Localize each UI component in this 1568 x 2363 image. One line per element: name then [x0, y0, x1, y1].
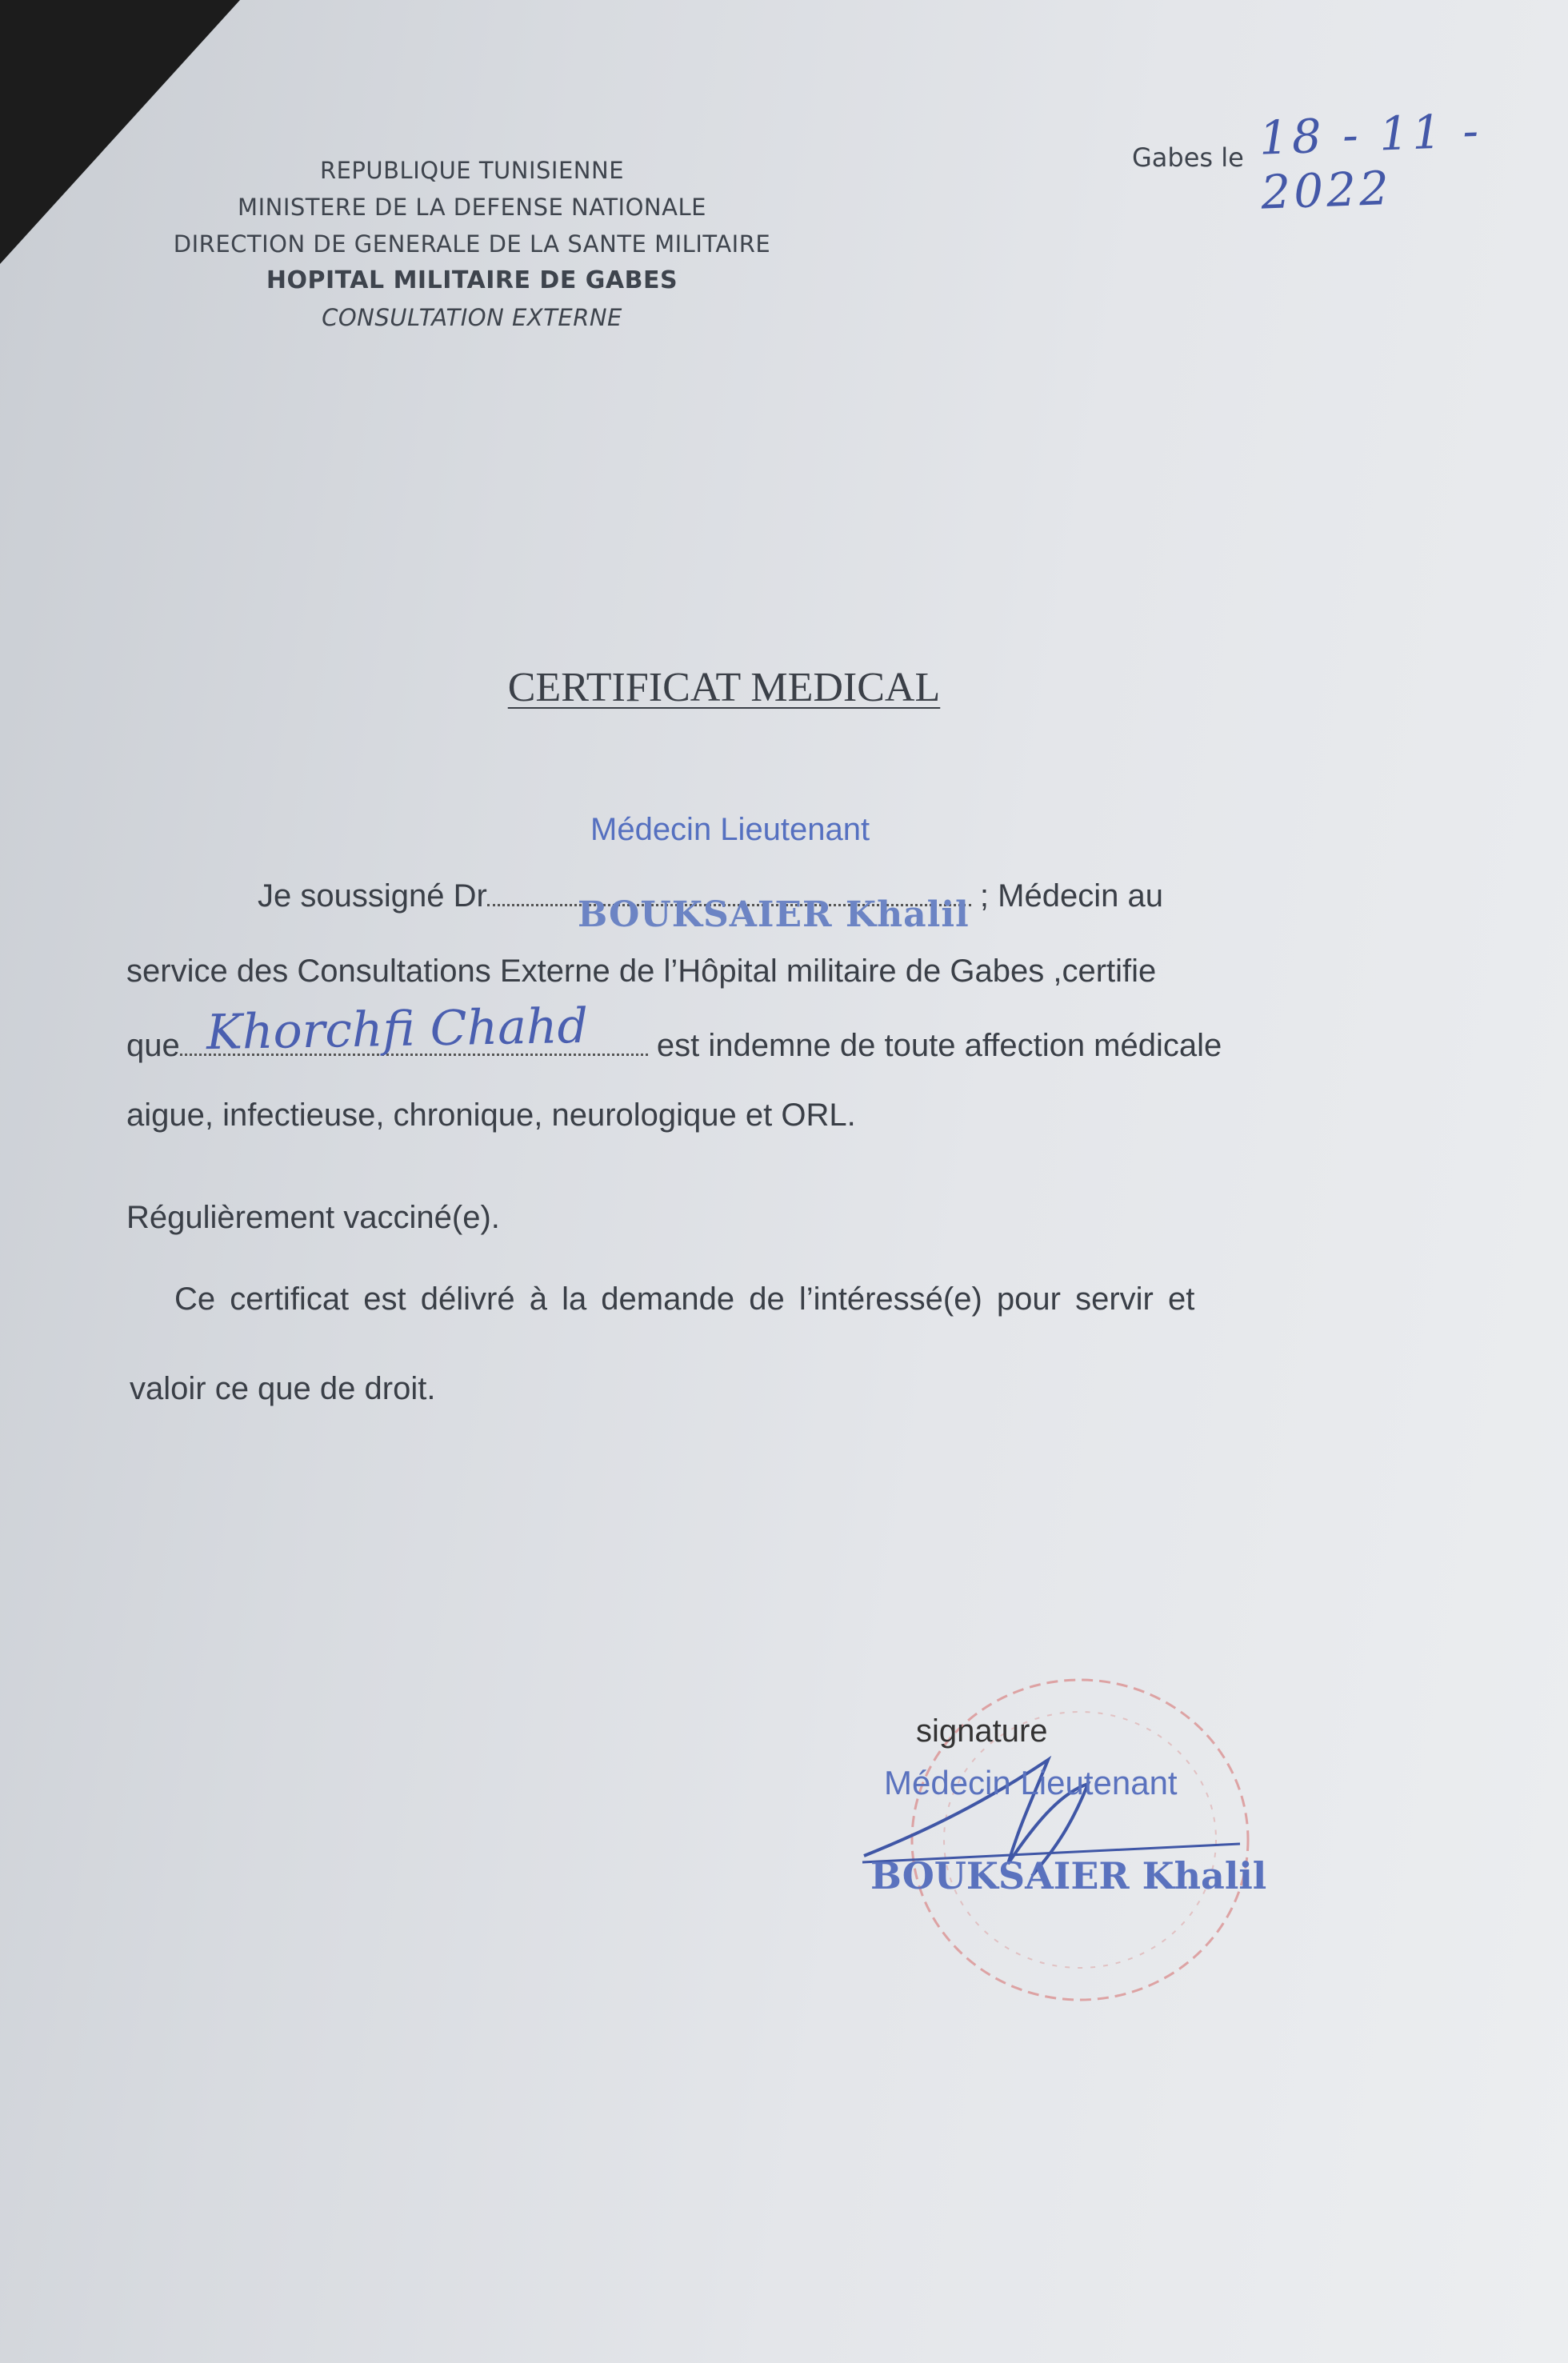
patient-name-handwritten: Khorchfi Chahd [206, 998, 589, 1062]
header-hospital: HOPITAL MILITAIRE DE GABES [266, 266, 678, 294]
text-je-soussigne: Je soussigné Dr [258, 878, 487, 914]
header-direction: DIRECTION DE GENERALE DE LA SANTE MILITAIRE [173, 230, 771, 258]
signature-stamp-name: BOUKSAIER Khalil [870, 1854, 1267, 1897]
date-label: Gabes le [1132, 142, 1244, 173]
signature-label: signature [916, 1713, 1048, 1749]
text-medecin-au: ; Médecin au [979, 878, 1163, 914]
date-handwritten: 18 - 11 - 2022 [1258, 103, 1483, 220]
official-seal-and-signature [848, 1664, 1280, 2016]
paragraph-line-2: service des Consultations Externe de l’Hôpital militaire de Gabes ,certifie [126, 954, 1157, 989]
paragraph-line-6: Ce certificat est délivré à la demande de l’intéressé(e) pour servir et [174, 1281, 1195, 1317]
header-republic: REPUBLIQUE TUNISIENNE [319, 157, 625, 184]
stamp-rank: Médecin Lieutenant [590, 812, 870, 847]
document-title: CERTIFICAT MEDICAL [507, 665, 941, 710]
header-ministry: MINISTERE DE LA DEFENSE NATIONALE [238, 194, 706, 221]
text-indemne: est indemne de toute affection médicale [656, 1028, 1222, 1063]
paragraph-line-7: valoir ce que de droit. [130, 1371, 436, 1406]
red-seal-inner-circle [944, 1712, 1216, 1968]
text-que: que [126, 1028, 180, 1063]
letterhead [144, 152, 800, 336]
signature-stamp-rank: Médecin Lieutenant [884, 1764, 1178, 1801]
paragraph-line-4: aigue, infectieuse, chronique, neurologique et ORL. [126, 1098, 856, 1133]
header-department: CONSULTATION EXTERNE [322, 304, 622, 331]
doctor-name-stamp: BOUKSAIER Khalil [578, 894, 970, 935]
paragraph-vaccination: Régulièrement vacciné(e). [126, 1200, 500, 1235]
